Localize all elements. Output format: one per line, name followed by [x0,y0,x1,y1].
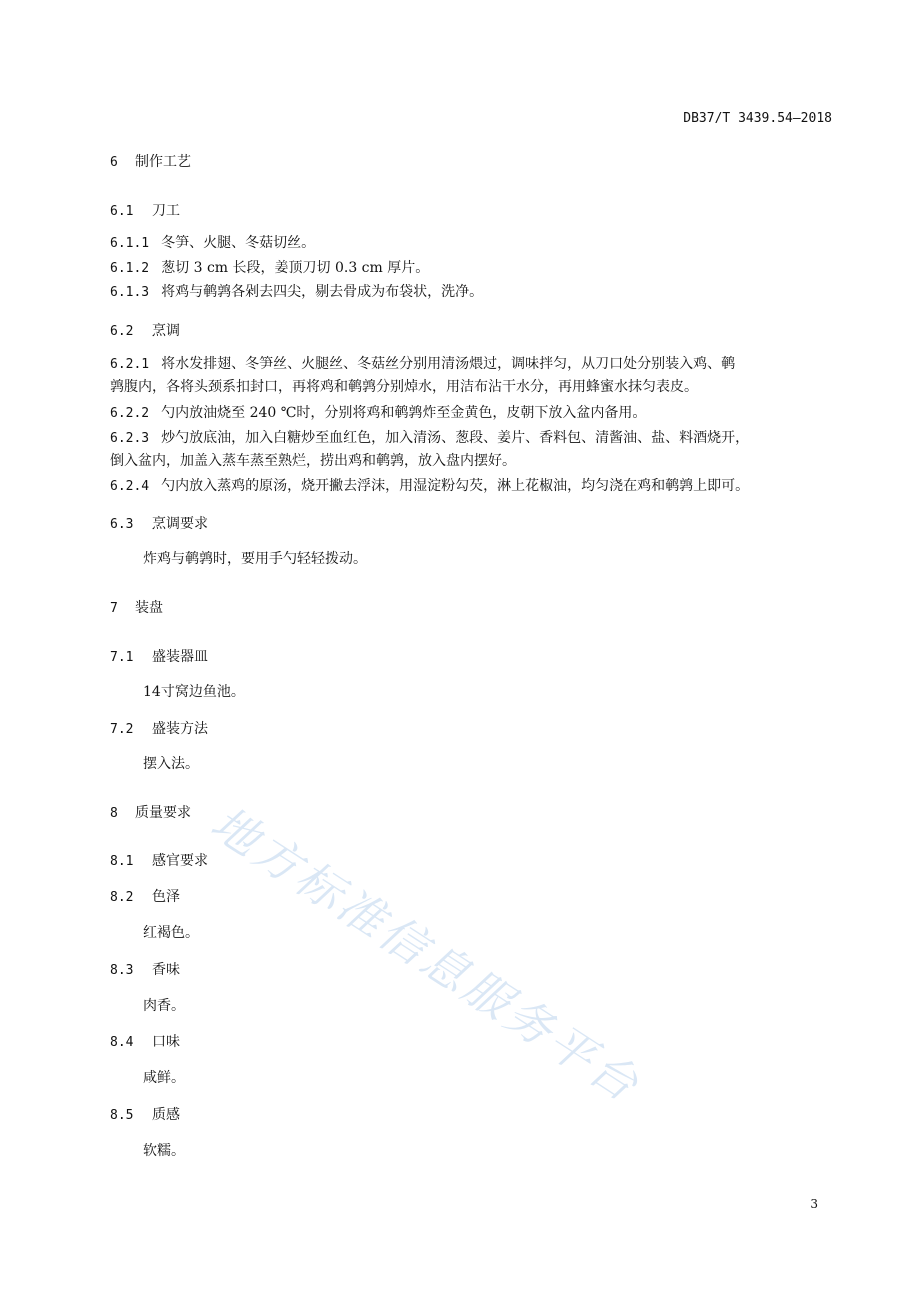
section-title: 香味 [152,962,180,978]
watermark: 地方标准信息服务平台 [201,795,651,1114]
clause-number: 6.1.2 [110,261,150,276]
section-title: 质量要求 [135,805,191,821]
section-title: 烹调 [152,323,180,339]
section-body-7-1: 14寸窝边鱼池。 [143,684,245,700]
clause-text: 葱切 3 cm 长段，姜顶刀切 0.3 cm 厚片。 [161,260,430,276]
section-number: 8.5 [110,1108,134,1123]
clause-6-2-3 [110,427,835,473]
clause-6-2-4 [110,475,835,498]
section-number: 7.1 [110,650,134,665]
clause-number: 6.1.1 [110,236,150,251]
section-body-8-2: 红褐色。 [143,925,199,941]
clause-text: 勺内放油烧至 240 ℃时，分别将鸡和鹌鹑炸至金黄色，皮朝下放入盆内备用。 [161,405,647,421]
section-body-8-3: 肉香。 [143,998,185,1014]
section-number: 8 [110,806,118,821]
section-heading-8-3 [110,959,180,979]
section-number: 7 [110,601,118,616]
section-heading-6-1 [110,200,180,220]
section-number: 6.1 [110,204,134,219]
section-heading-6-2 [110,320,180,340]
section-heading-7-1 [110,646,208,666]
clause-6-2-1 [110,353,835,399]
section-heading-8-2 [110,886,180,906]
section-number: 7.2 [110,722,134,737]
clause-number: 6.2.2 [110,406,150,421]
section-number: 8.3 [110,963,134,978]
clause-6-1-1 [110,232,835,255]
section-heading-8-1 [110,850,208,870]
section-heading-8-5 [110,1104,180,1124]
section-body-6-3: 炸鸡与鹌鹑时，要用手勺轻轻拨动。 [143,551,367,567]
section-title: 制作工艺 [135,154,191,170]
section-body-8-4: 咸鲜。 [143,1070,185,1086]
clause-text: 将鸡与鹌鹑各剁去四尖，剔去骨成为布袋状，洗净。 [161,284,484,300]
section-body-8-5: 软糯。 [143,1143,185,1159]
section-number: 6 [110,155,118,170]
section-number: 8.4 [110,1035,134,1050]
section-heading-6 [110,151,191,171]
clause-6-1-3 [110,281,835,304]
clause-text-line2: 倒入盆内，加盖入蒸车蒸至熟烂，捞出鸡和鹌鹑，放入盘内摆好。 [110,453,516,469]
section-title: 口味 [152,1034,180,1050]
section-number: 8.1 [110,854,134,869]
clause-number: 6.2.4 [110,479,150,494]
section-heading-6-3 [110,513,208,533]
page-number: 3 [810,1197,818,1211]
clause-text-line1: 将水发排翅、冬笋丝、火腿丝、冬菇丝分别用清汤煨过，调味拌匀，从刀口处分别装入鸡、鹌 [161,356,736,372]
section-title: 装盘 [135,600,163,616]
section-title: 盛装方法 [152,721,208,737]
clause-text-line2: 鹑腹内，各将头颈系扣封口，再将鸡和鹌鹑分别焯水，用洁布沾干水分，再用蜂蜜水抹匀表皮。 [110,379,698,395]
section-body-7-2: 摆入法。 [143,756,199,772]
section-title: 刀工 [152,203,180,219]
section-heading-7-2 [110,718,208,738]
section-title: 质感 [152,1107,180,1123]
section-title: 色泽 [152,889,180,905]
section-heading-8 [110,802,191,822]
clause-number: 6.2.3 [110,431,150,446]
document-code: DB37/T 3439.54—2018 [683,111,832,126]
section-title: 盛装器皿 [152,649,208,665]
clause-6-2-2 [110,402,835,425]
clause-number: 6.2.1 [110,357,150,372]
clause-text-line1: 炒勺放底油，加入白糖炒至血红色，加入清汤、葱段、姜片、香料包、清酱油、盐、料酒烧开， [161,430,750,446]
clause-text: 勺内放入蒸鸡的原汤，烧开撇去浮沫，用湿淀粉勾芡，淋上花椒油，均匀浇在鸡和鹌鹑上即可。 [161,478,750,494]
section-title: 感官要求 [152,853,208,869]
clause-6-1-2 [110,257,835,280]
section-heading-7 [110,597,163,617]
section-number: 6.3 [110,517,134,532]
section-number: 6.2 [110,324,134,339]
clause-text: 冬笋、火腿、冬菇切丝。 [161,235,316,251]
section-title: 烹调要求 [152,516,208,532]
section-heading-8-4 [110,1031,180,1051]
clause-number: 6.1.3 [110,285,150,300]
section-number: 8.2 [110,890,134,905]
